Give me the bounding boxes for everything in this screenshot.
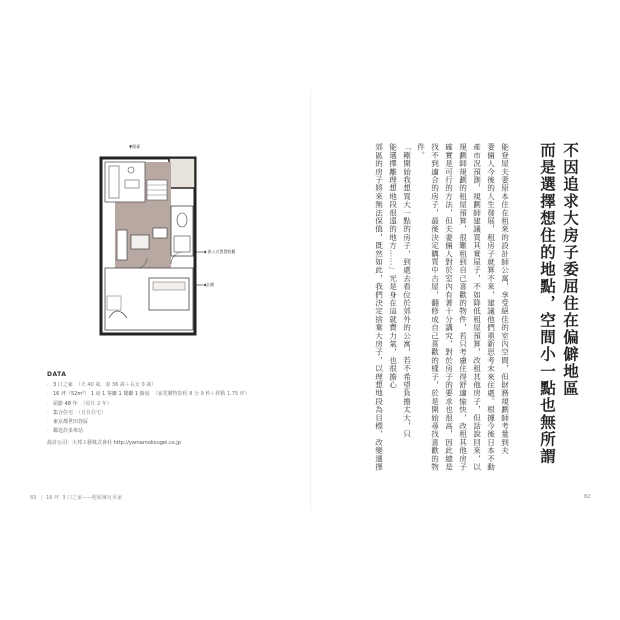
body-column: 「剛開始我想買大一點的房子，到處去看位於郊外的公寓，若不希望負擔太大，只 — [402, 143, 412, 439]
floor-plan-drawing — [95, 140, 245, 355]
body-column: 能登屋夫妻原本住在租來的設計師公寓，享受絕佳的室內空間，但財務規劃師考量到夫 — [500, 143, 510, 455]
data-item: · 屋齡 48 年 （屋住 2 年） — [47, 400, 112, 407]
data-item: · 集合住宅 （自有住宅） — [47, 409, 107, 416]
body-column: 郊區的房子將來無法保值，既然如此，我們決定捨棄大房子，以理想地段為目標，改變選擇 — [374, 143, 384, 471]
body-column: 規劃師規劃的租屋預算，很難租到自己喜歡的物件，若只考慮住得舒適愉快，改租其他房子 — [458, 143, 468, 471]
body-column: 能選擇離理想地段很遠的地方……」光是身在這就費力氣，也很擔心 — [388, 143, 398, 389]
title-line-1: 不因追求大房子委屈住在偏僻地區 — [561, 142, 580, 397]
data-block — [47, 370, 287, 449]
body-column: 產市況預測，規劃師建議買其實屋子，不如降低租屋預算，改租其他房子，但話說回來，以 — [472, 143, 482, 471]
left-footer: 83 | 16 坪 3 口之家——輕鬆擁有更家 — [30, 495, 122, 501]
data-item: · 16 坪（52m²） 1 房 1 客廳 1 餐廳 1 廚房 （家電購物影程 8 分 9 秒＋移動 1.75 坪） — [47, 391, 250, 398]
title-line-2: 而是選擇想住的地點，空間小一點也無所謂 — [538, 142, 557, 465]
left-page-number: 83 — [30, 495, 37, 501]
design-credit: 設計公司：大邦工藝株式會社 http://yamamokougei.co.jp — [47, 440, 181, 447]
body-column: 件。 — [416, 143, 426, 160]
body-column: 確實是可行的方法，但夫妻倆人對於室內有著十分講究，對於房子的要求也很高，因此總是 — [444, 143, 454, 471]
chapter-subtitle: 3 口之家——輕鬆擁有更家 — [62, 495, 122, 501]
plan-label-door: ◀玄關 — [203, 282, 215, 287]
plan-label-balcony: ▼陽臺 — [129, 144, 141, 149]
data-item: · 鄰近許多車站 — [47, 428, 84, 435]
data-item: · 3 口之家 （夫 40 歲、妻 36 歲＋長女 0 歲） — [47, 382, 157, 389]
floor-plan — [95, 140, 245, 355]
body-column: 找不到適合的房子，最後決定購買中古屋，翻修成自己喜歡的樣子，於是開始尋找喜歡的物 — [430, 143, 440, 471]
data-item: · 東京都世田谷區 — [47, 419, 89, 426]
right-page-number: 82 — [584, 494, 591, 500]
page-gutter — [310, 90, 311, 510]
data-title: DATA — [47, 371, 67, 378]
chapter-label: 16 坪 — [46, 495, 60, 501]
body-column: 妻倆人今後的人生發展，租房子就算不來，建議他們重新思考未來住處。根據今後日本不動 — [486, 143, 496, 471]
plan-label-entrance: ◀ 嵌入式置置鞋櫃 — [203, 249, 236, 254]
